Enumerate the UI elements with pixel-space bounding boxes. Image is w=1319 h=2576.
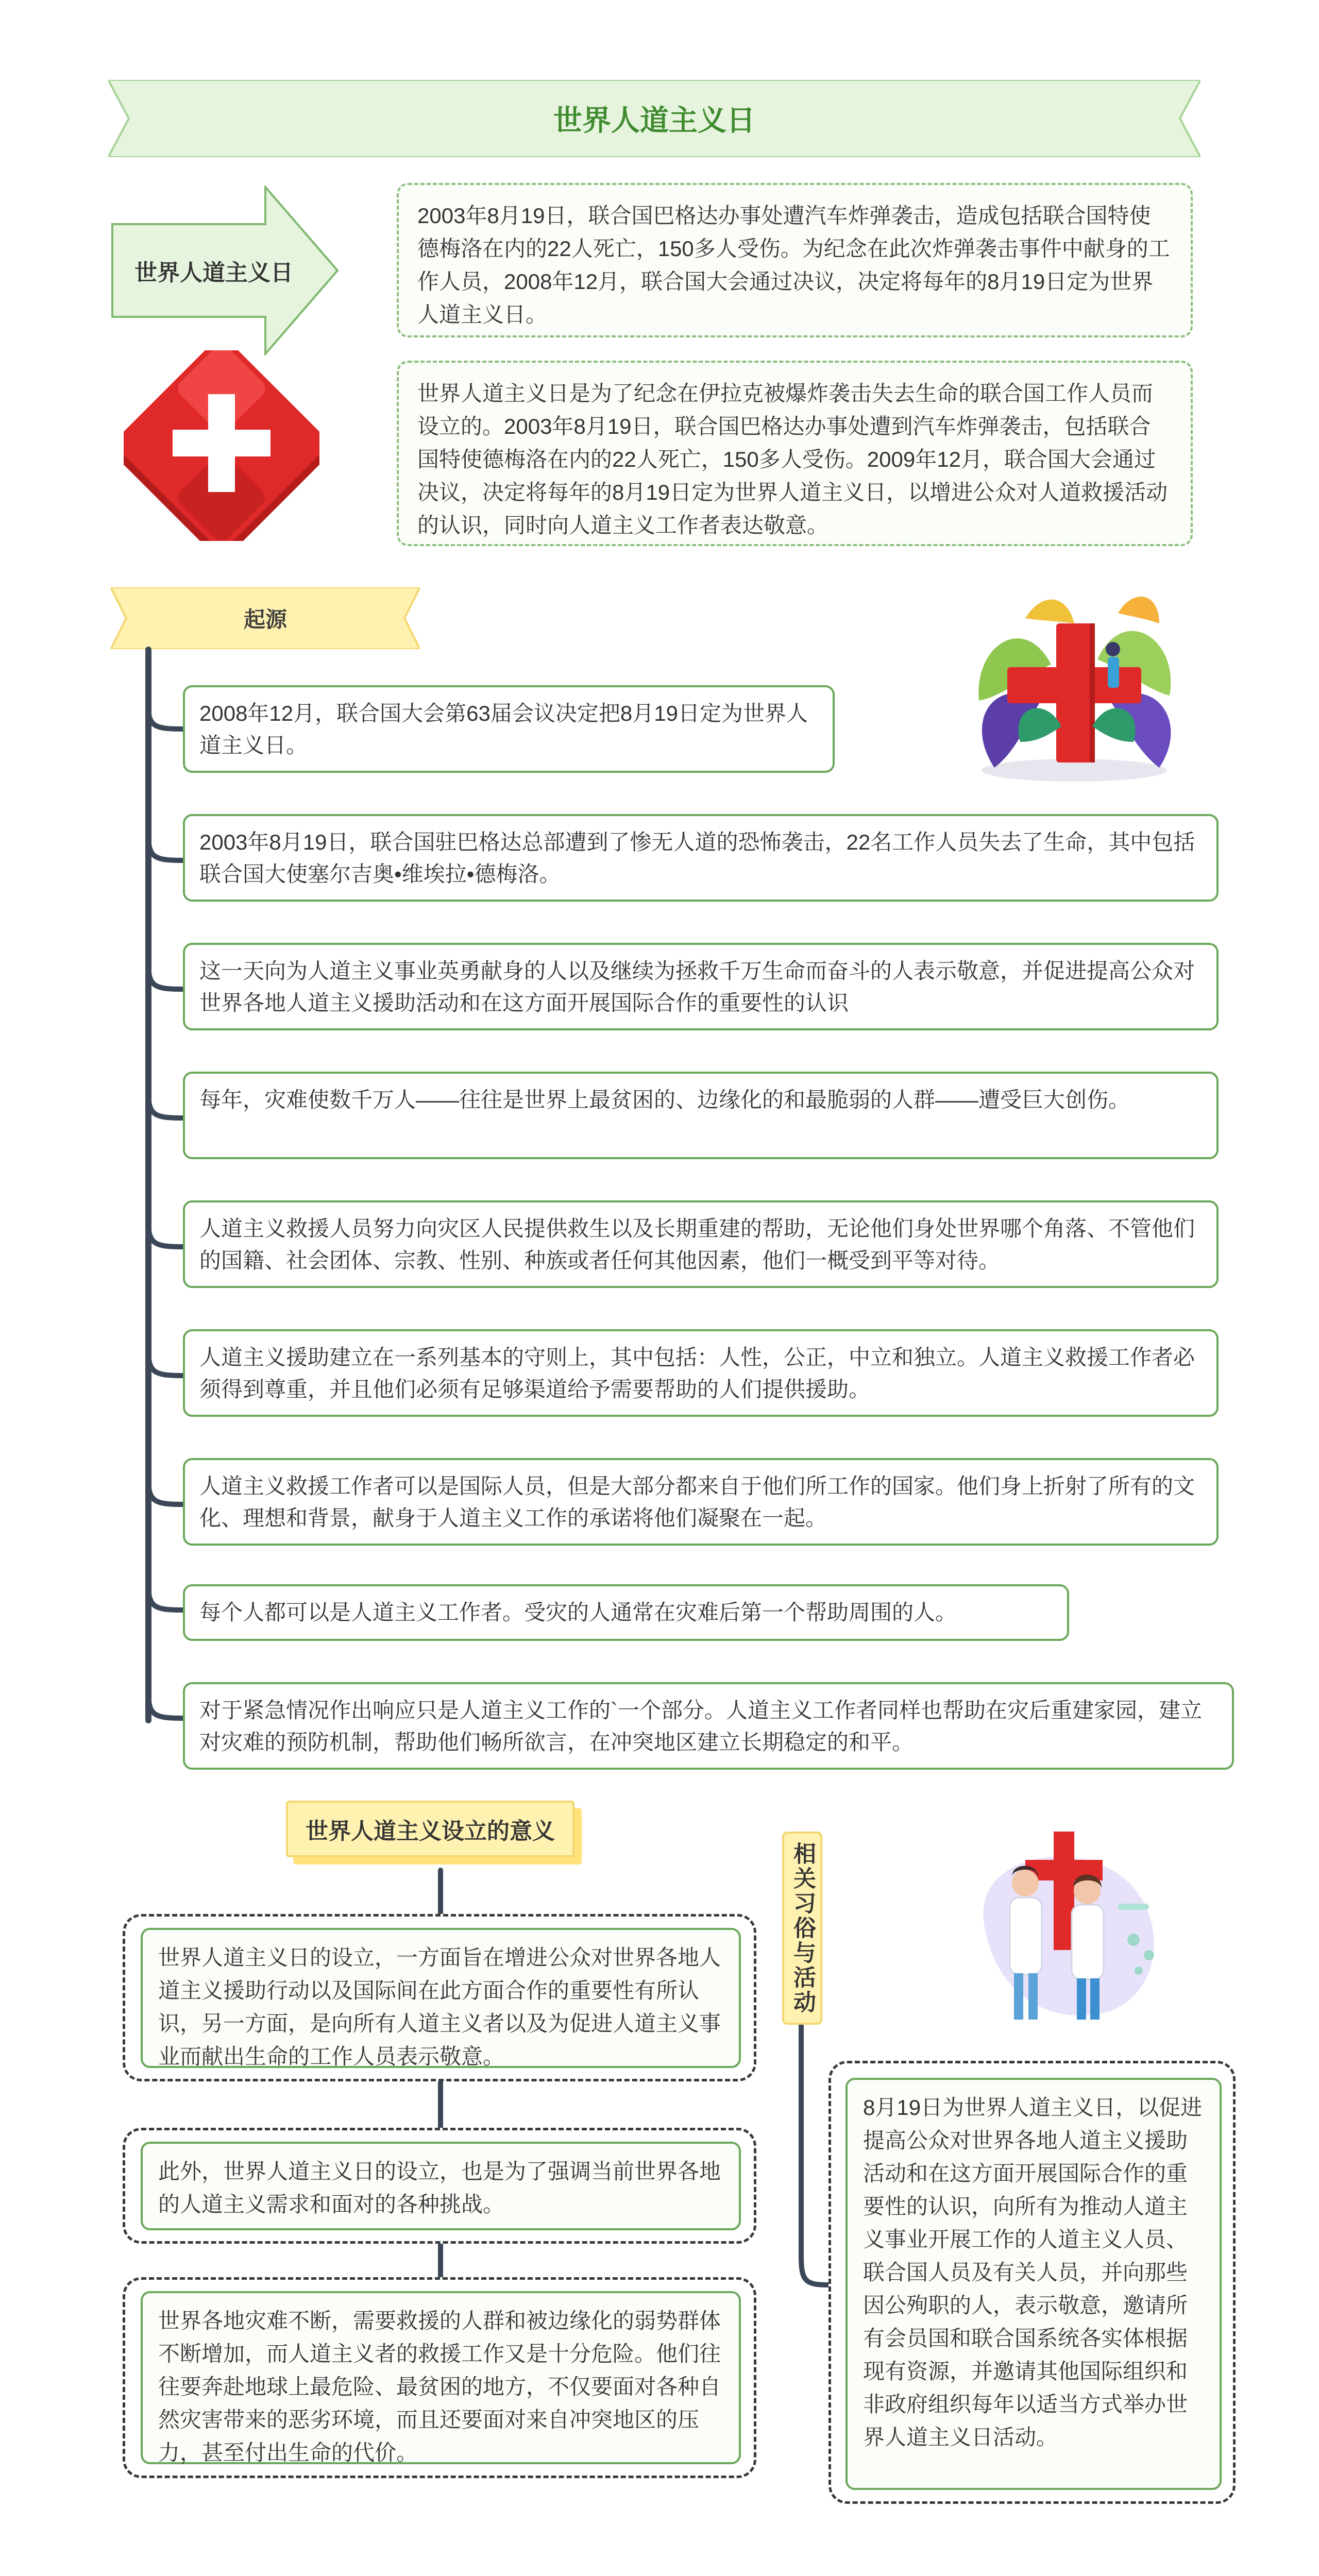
meaning-item-frame-2 [123,2128,756,2244]
customs-item-frame [828,2061,1236,2504]
origin-item-4: 每年，灾难使数千万人——往往是世界上最贫困的、边缘化的和最脆弱的人群——遭受巨大创伤。 [183,1072,1219,1159]
intro-paragraph-1: 2003年8月19日，联合国巴格达办事处遭汽车炸弹袭击，造成包括联合国特使德梅洛在内的22人死亡，150多人受伤。为纪念在此次炸弹袭击事件中献身的工作人员，2008年12月，联合国大会通过决议，决定将每年的8月19日定为世界人道主义日。 [397,183,1193,337]
meaning-item-1: 世界人道主义日的设立，一方面旨在增进公众对世界各地人道主义援助行动以及国际间在此方面合作的重要性有所认识，另一方面，是向所有人道主义者以及为促进人道主义事业而献出生命的工作人员表示敬意。 [141,1928,741,2068]
origin-item-2: 2003年8月19日，联合国驻巴格达总部遭到了惨无人道的恐怖袭击，22名工作人员失去了生命，其中包括联合国大使塞尔吉奥•维埃拉•德梅洛。 [183,814,1219,902]
origin-item-6: 人道主义援助建立在一系列基本的守则上，其中包括：人性，公正，中立和独立。人道主义救援工作者必须得到尊重，并且他们必须有足够渠道给予需要帮助的人们提供援助。 [183,1329,1219,1417]
meaning-tag: 世界人道主义设立的意义 [286,1801,574,1857]
customs-tag: 相关习俗与活动 [782,1832,822,2025]
customs-item-1: 8月19日为世界人道主义日，以促进提高公众对世界各地人道主义援助活动和在这方面开展国际合作的重要性的认识，向所有为推动人道主义事业开展工作的人道主义人员、联合国人员及有关人员，并向那些因公殉职的人，表示敬意，邀请所有会员国和联合国系统各实体根据现有资源，并邀请其他国际组织和非政府组织每年以适当方式举办世界人道主义日活动。 [845,2078,1222,2490]
page-title: 世界人道主义日 [553,104,755,137]
meaning-item-3: 世界各地灾难不断，需要救援的人群和被边缘化的弱势群体不断增加，而人道主义者的救援工作又是十分危险。他们往往要奔赴地球上最危险、最贫困的地方，不仅要面对各种自然灾害带来的恶劣环境，而且还要面对来自冲突地区的压力，甚至付出生命的代价。 [141,2291,741,2464]
doctors-illustration [953,1821,1185,2038]
origin-item-5: 人道主义救援人员努力向灾区人民提供救生以及长期重建的帮助，无论他们身处世界哪个角落、不管他们的国籍、社会团体、宗教、性别、种族或者任何其他因素，他们一概受到平等对待。 [183,1200,1219,1288]
origin-item-8: 每个人都可以是人道主义工作者。受灾的人通常在灾难后第一个帮助周围的人。 [183,1584,1069,1641]
intro-label: 世界人道主义日 [134,260,293,285]
origin-item-3: 这一天向为人道主义事业英勇献身的人以及继续为拯救千万生命而奋斗的人表示敬意，并促进提高公众对世界各地人道主义援助活动和在这方面开展国际合作的重要性的认识 [183,943,1219,1030]
origin-label: 起源 [243,607,287,632]
origin-item-7: 人道主义救援工作者可以是国际人员，但是大部分都来自于他们所工作的国家。他们身上折射了所有的文化、理想和背景，献身于人道主义工作的承诺将他们凝聚在一起。 [183,1458,1219,1546]
origin-item-1: 2008年12月，联合国大会第63届会议决定把8月19日定为世界人道主义日。 [183,685,835,773]
origin-item-9: 对于紧急情况作出响应只是人道主义工作的`一个部分。人道主义工作者同样也帮助在灾后重建家园，建立对灾难的预防机制，帮助他们畅所欲言，在冲突地区建立长期稳定的和平。 [183,1682,1234,1770]
intro-paragraph-2: 世界人道主义日是为了纪念在伊拉克被爆炸袭击失去生命的联合国工作人员而设立的。2003年8月19日，联合国巴格达办事处遭到汽车炸弹袭击，包括联合国特使德梅洛在内的22人死亡，150多人受伤。2009年12月，联合国大会通过决议，决定将每年的8月19日定为世界人道主义日，以增进公众对人道救援活动的认识，同时向人道主义工作者表达敬意。 [397,361,1193,546]
meaning-item-frame-1 [123,1914,756,2081]
meaning-item-2: 此外，世界人道主义日的设立，也是为了强调当前世界各地的人道主义需求和面对的各种挑战。 [141,2142,741,2230]
meaning-item-frame-3 [123,2277,756,2478]
